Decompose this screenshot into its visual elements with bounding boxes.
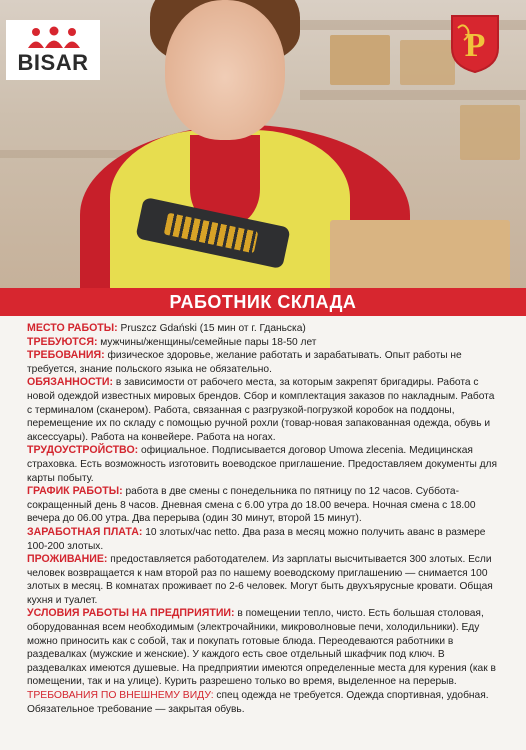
section-appearance: ТРЕБОВАНИЯ ПО ВНЕШНЕМУ ВИДУ: спец одежда не требуется. Одежда спортивная, удобная. Обязательное требование — закрытая обувь.: [27, 690, 489, 715]
logo-text: BISAR: [17, 50, 89, 75]
section-employment: ТРУДОУСТРОЙСТВО: официальное. Подписывается договор Umowa zlecenia. Медицинская страховка. Есть возможность изготовить воеводское приглашение. Предоставляем документы для карты побыту.: [27, 444, 498, 484]
carton-box: [330, 220, 510, 290]
section-housing: ПРОЖИВАНИЕ: предоставляется работодателем. Из зарплаты высчитывается 300 злотых. Если человек возвращается к нам второй раз по нашему воеводскому приглашению — снимается 100 злотых в месяц. В комнатах проживает по 2-6 человек. Могут быть двухъярусные кровати. Общая кухня и туалет.: [27, 553, 493, 606]
svg-text:P: P: [464, 27, 486, 64]
job-description: [27, 322, 501, 716]
section-salary: ЗАРАБОТНАЯ ПЛАТА: 10 злотых/час netto. Два раза в месяц можно получить аванс в размере 100-200 злотых.: [27, 525, 486, 552]
crest-icon: [450, 14, 500, 74]
bisar-logo: [6, 20, 100, 80]
page-title: РАБОТНИК СКЛАДА: [169, 292, 357, 312]
section-schedule: ГРАФИК РАБОТЫ: работа в две смены с понедельника по пятницу по 12 часов. Суббота-сокращенный день 8 часов. Дневная смена с 6.00 утра до 18.00 вечера. Ночная смена с 18.00 вечера до 06.00 утра. Два перерыва (один 30 минут, второй 15 минут).: [27, 485, 476, 525]
section-duties: ОБЯЗАННОСТИ: в зависимости от рабочего места, за которым закрепят бригадиры. Работа с новой одеждой известных мировых брендов. Сбор и комплектация заказов по накладным. Работа с терминалом (сканером). Работа, связанная с разгрузкой-погрузкой коробок на поддоны, перемещение их по складу с помощью ручной рохли (товар-новая запакованная одежда, обувь и аксессуары). Работа на конвейере. Работа на ногах.: [27, 376, 495, 443]
people-icon: [24, 26, 84, 48]
section-location: МЕСТО РАБОТЫ: Pruszcz Gdański (15 мин от г. Гданьска): [27, 322, 306, 334]
section-conditions: УСЛОВИЯ РАБОТЫ НА ПРЕДПРИЯТИИ: в помещении тепло, чисто. Есть большая столовая, оборудованная всем необходимым (электрочайники, микроволновые печи, холодильники). Еду можно приносить как с собой, так и покупать готовые блюда. Переодеваются работники в раздевалках (мужские и женские). У каждого есть свое отдельный шкафчик под ключ. В раздевалках имеются душевые. На предприятии имеются определенные места для курения (как в помещении, так и на улице). Курить разрешено только во время, выделенное на перерыв.: [27, 607, 496, 688]
section-required: ТРЕБУЮТСЯ: мужчины/женщины/семейные пары 18-50 лет: [27, 335, 317, 348]
section-requirements: ТРЕБОВАНИЯ: физическое здоровье, желание работать и зарабатывать. Опыт работы не требуется, знание польского языка не обязательно.: [27, 349, 462, 375]
